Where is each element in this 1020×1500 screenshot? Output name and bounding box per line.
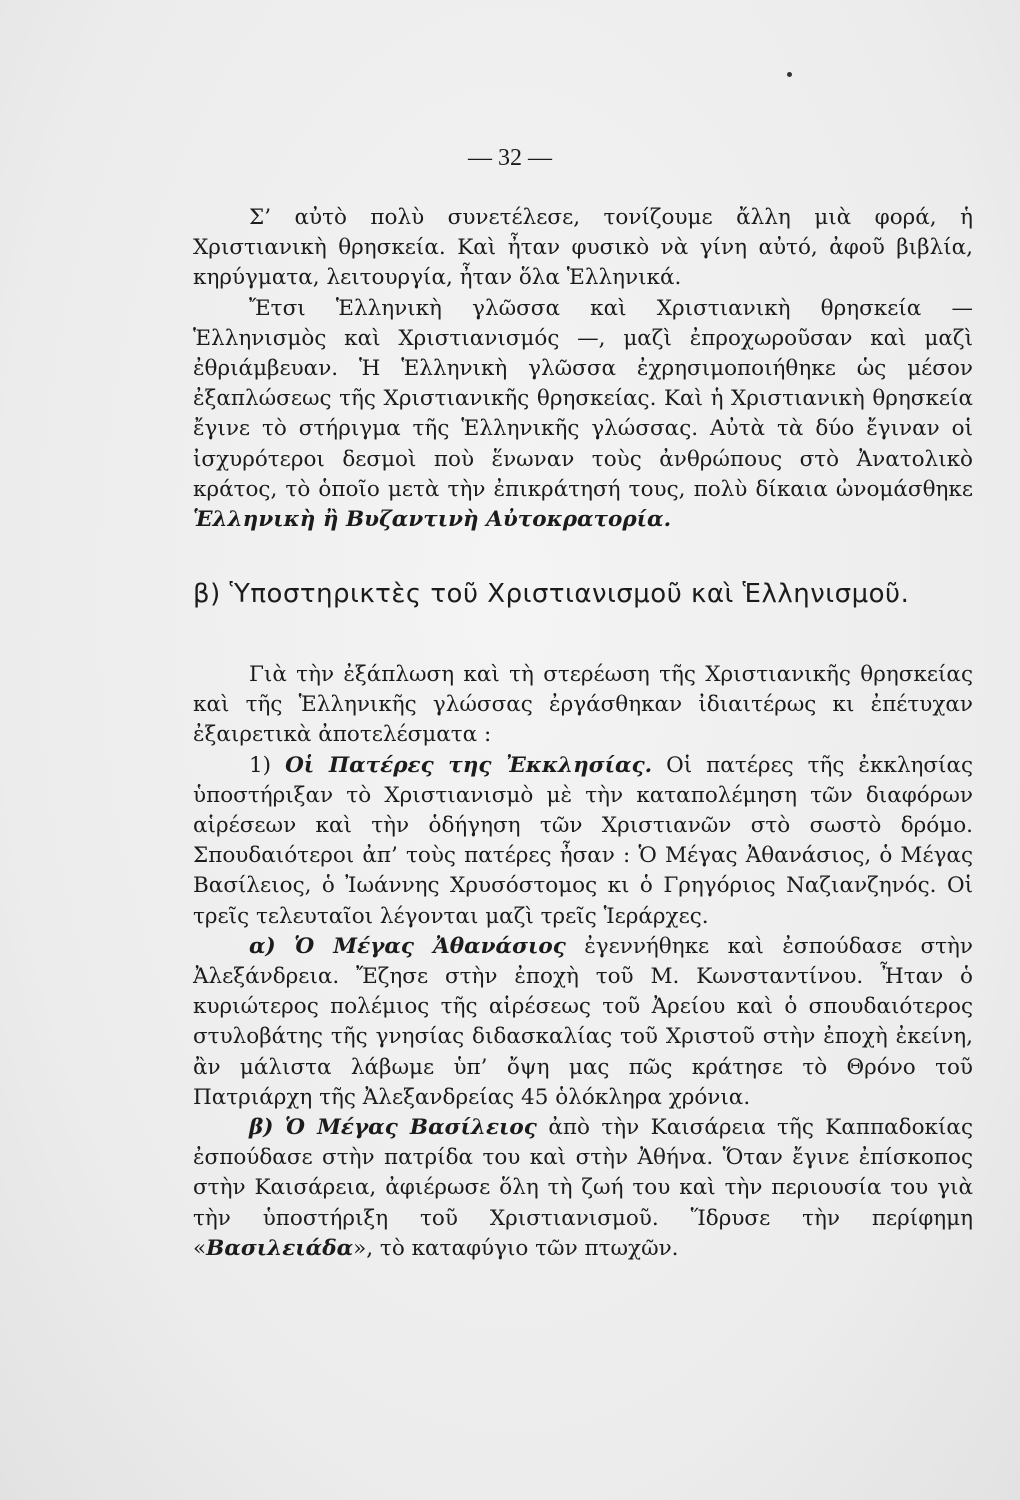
paragraph-1: Σ’ αὐτὸ πολὺ συνετέλεσε, τονίζουμε ἄλλη μιὰ φορά, ἡ Χριστιανικὴ θρησκεία. Καὶ ἦταν φυσικὸ νὰ γίνη αὐτό, ἀφοῦ βιβλία, κηρύγματα, λειτουργία, ἦταν ὅλα Ἑλληνικά. bbox=[193, 205, 973, 291]
item-b-text-2: », τὸ καταφύγιο τῶν πτωχῶν. bbox=[353, 1235, 679, 1261]
item-b-text-1: ἀπὸ τὴν Καισάρεια τῆς Καππαδοκίας ἐσπούδασε στὴν πατρίδα του καὶ στὴν Ἀθήνα. Ὅταν ἔγινε ἐπίσκοπος στὴν Καισάρεια, ἀφιέρωσε ὅλη τὴ ζωή του καὶ τὴν περιουσία του γιὰ τὴν ὑποστήριξη τοῦ Χριστιανισμοῦ. Ἵδρυσε τὴν περίφημη « bbox=[193, 1115, 973, 1261]
item-b bbox=[193, 1113, 973, 1264]
text-block-section bbox=[193, 660, 973, 1264]
item-1-text: Οἱ πατέρες τῆς ἐκκλησίας ὑποστήριξαν τὸ Χριστιανισμὸ μὲ τὴν καταπολέμηση τῶν διαφόρων αἱρέσεων καὶ τὴν ὁδήγηση τῶν Χριστιανῶν στὸ σωστὸ δρόμο. Σπουδαιότεροι ἀπ’ τοὺς πατέρες ἦσαν : Ὁ Μέγας Ἀθανάσιος, ὁ Μέγας Βασίλειος, ὁ Ἰωάννης Χρυσόστομος κι ὁ Γρηγόριος Ναζιανζηνός. Οἱ τρεῖς τελευταῖοι λέγονται μαζὶ τρεῖς Ἱεράρχες. bbox=[193, 752, 974, 929]
page-number: — 32 — bbox=[468, 145, 552, 171]
paragraph-2 bbox=[193, 294, 973, 536]
paragraph-3: Γιὰ τὴν ἐξάπλωση καὶ τὴ στερέωση τῆς Χριστιανικῆς θρησκείας καὶ τῆς Ἑλληνικῆς γλώσσας ἐργάσθηκαν ἰδιαιτέρως κι ἐπέτυχαν ἐξαιρετικὰ ἀποτελέσματα : bbox=[193, 662, 973, 748]
item-1 bbox=[193, 751, 973, 932]
text-block-intro bbox=[193, 203, 973, 535]
item-b-label: β) bbox=[249, 1115, 274, 1141]
item-1-title: Οἱ Πατέρες της Ἐκκλησίας. bbox=[285, 752, 653, 778]
item-b-title: Ὁ Μέγας Βασίλειος bbox=[284, 1115, 537, 1141]
item-a-title: Ὁ Μέγας Ἀθανάσιος bbox=[294, 933, 566, 959]
paragraph-2-text: Ἔτσι Ἑλληνικὴ γλῶσσα καὶ Χριστιανικὴ θρησκεία — Ἑλληνισμὸς καὶ Χριστιανισμός —, μαζὶ ἐπροχωροῦσαν καὶ μαζὶ ἐθριάμβευαν. Ἡ Ἑλληνικὴ γλῶσσα ἐχρησιμοποιήθηκε ὡς μέσον ἐξαπλώσεως τῆς Χριστιανικῆς θρησκείας. Καὶ ἡ Χριστιανικὴ θρησκεία ἔγινε τὸ στήριγμα τῆς Ἑλληνικῆς γλώσσας. Αὐτὰ τὰ δύο ἔγιναν οἱ ἰσχυρότεροι δεσμοὶ ποὺ ἕνωναν τοὺς ἀνθρώπους στὸ Ἀνατολικὸ κράτος, τὸ ὁποῖο μετὰ τὴν ἐπικράτησή τους, πολὺ δίκαια ὠνομάσθηκε bbox=[193, 295, 973, 502]
item-a-label: α) bbox=[249, 933, 276, 959]
item-a-text: ἐγεννήθηκε καὶ ἐσπούδασε στὴν Ἀλεξάνδρεια. Ἔζησε στὴν ἐποχὴ τοῦ Μ. Κωνσταντίνου. Ἦταν ὁ κυριώτερος πολέμιος τῆς αἱρέσεως τοῦ Ἀρείου καὶ ὁ σπουδαιότερος στυλοβάτης τῆς γνησίας διδασκαλίας τοῦ Χριστοῦ στὴν ἐποχὴ ἐκείνη, ἂν μάλιστα λάβωμε ὑπ’ ὄψη μας πῶς κράτησε τὸ Θρόνο τοῦ Πατριάρχη τῆς Ἀλεξανδρείας 45 ὁλόκληρα χρόνια. bbox=[193, 933, 973, 1110]
item-1-label: 1) bbox=[249, 752, 272, 778]
section-heading: β) Ὑποστηρικτὲς τοῦ Χριστιανισμοῦ καὶ Ἑλληνισμοῦ. bbox=[193, 579, 910, 609]
item-b-emphasis: Βασιλειάδα bbox=[206, 1235, 354, 1261]
paragraph-2-emphasis: Ἑλληνικὴ ἢ Βυζαντινὴ Αὐτοκρατορία. bbox=[193, 507, 672, 533]
ink-speck bbox=[787, 72, 792, 77]
item-a bbox=[193, 932, 973, 1113]
